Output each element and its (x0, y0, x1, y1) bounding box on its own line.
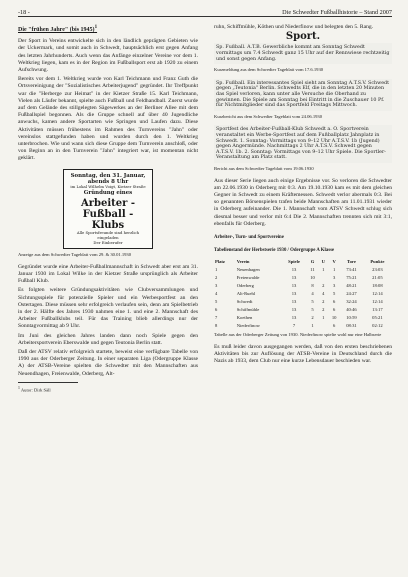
table-cell: 5 (332, 290, 336, 296)
table-cell: 75:21 (346, 274, 357, 280)
paragraph: Gegründet wurde eine Arbeiter-Fußballmannschaft in Schwedt aber erst am 31. Januar 1930 im Lokal Wilke in der Kietzer Straße ursprünglich als Arbeiter Fußball Klub. (18, 263, 198, 285)
table-cell: 1 (311, 322, 314, 328)
footnote: $^1$ Autor: Dirk Säll (18, 385, 51, 393)
table-cell: 6 (332, 322, 336, 328)
table-cell: 40:46 (346, 306, 357, 312)
table-cell: 23:03 (372, 266, 383, 272)
table-cell: 13:17 (372, 306, 383, 312)
table-cell: 1 (322, 314, 325, 320)
table-row (214, 321, 392, 329)
table-cell: 4 (311, 290, 314, 296)
table-cell: 13 (291, 298, 297, 304)
table-row (214, 305, 392, 313)
table-cell: 3 (215, 282, 218, 288)
paragraph: Daß der ATSV relativ erfolgreich startete, beweist eine verfügbare Tabelle von 1990 aus der Oderberger Zeitung. In einer separaten Liga (Odergruppe Klasse A) der ATSB-Vereine spielten die Schwedter mit den Mannschaften aus Neuendhagen, Freienwalde, Oderberg, Alt- (18, 349, 198, 377)
ad-line: Der Einberufer (93, 239, 123, 245)
table-cell: 13 (291, 306, 297, 312)
table-cell: 4 (322, 290, 325, 296)
clipping-caption: Kurzmeldung aus dem Schwedter Tageblatt vom 17.6.1930 (214, 67, 324, 73)
paragraph: Der Sport in Vereins entwickelte sich in den ländlich geprägten Gebieten wie der Uckermark, und somit auch in Schwedt, hauptsächlich erst gegen Anfang des letzten Jahrhunderts. Auch wenn das Anfänge einzelner Vereine vor dem 1. Weltkrieg liegen, kam es in der Region im Fußballsport erst ab 1920 zu einem Aufschwung. (18, 38, 198, 74)
page-header (18, 4, 392, 17)
table-cell: 6 (215, 306, 218, 312)
right-column (214, 24, 392, 367)
paragraph: Aus dieser Serie liegen auch einige Ergebnisse vor. So verloren die Schwedter am 22.06.1930 in Oderberg mit 0:3. Am 19.10.1930 kam es mit dem gleichen Gegner in Schwedt zu einem Kräftemessen. Schwedt verlor abermals 0:3. Bei so genannten Börsenspielen trafen beide Mannschaften am 11.01.1931 wieder in Oderberg aufeinander. Die 1. Mannschaft vom ATSV Schwedt schlug sich diesmal besser und verlor mit 6:4 Die 2. Mannschaften trennten sich mit 3:1, ebenfalls für Oderberg. (214, 177, 392, 227)
table-cell: 12:14 (372, 290, 383, 296)
column-header: G (310, 258, 315, 264)
table-heading: Arbeiter-, Turn- und Sportvereine (214, 234, 284, 240)
ad-line: im Lokal Wilhelm Voigt, Kietzer Straße (70, 184, 146, 190)
paragraph: Es folgten weitere Gründungsaktivitäten wie Clubversammlungen und Sichtungsspiele für potenzielle Spieler und ein Werbesportfest an den Ostertagen. Diese müssen sehr erfolgreich verlaufen sein, denn am Spielbetrieb in der 2. Hälfte des Jahres 1930 nahmen eine 1. und eine 2. Mannschaft des Arbeiter Fußballklubs teil. Für das Training blieb allerdings nur der Sonntagvormittag ab 9 Uhr. (18, 287, 198, 330)
column-header: U (321, 258, 325, 264)
table-cell: 48:21 (346, 282, 357, 288)
table-cell: Schiffmühle (236, 306, 260, 312)
table-cell: 2 (322, 282, 325, 288)
table-cell: Alt-Ruehl (236, 290, 256, 296)
footnote-marker: 1 (94, 25, 98, 30)
table-title: Tabellenstand der Herbstserie 1930 / Odergruppe A Klasse (214, 248, 335, 254)
paragraph: Es muß leider davon ausgegangen werden, daß von den ersten beschriebenen Aktivitäten bis zur Auflösung der ATSB-Vereine in Deutschland durch die Nazis ab 1933, dem Club nur eine kurze Lebensdauer beschieden war. (214, 343, 392, 365)
table-cell: 6 (332, 298, 336, 304)
table-cell: 10 (331, 314, 337, 320)
table-body (214, 265, 392, 329)
table-cell: 13 (291, 274, 297, 280)
table-row (214, 313, 392, 321)
table-cell: 1 (332, 266, 336, 272)
table-cell: 2 (322, 298, 325, 304)
table-cell: 13 (291, 266, 297, 272)
league-table (214, 257, 392, 329)
table-cell: 1 (215, 266, 218, 272)
table-cell: 13 (291, 282, 297, 288)
clipping-heading: Sport. (285, 31, 321, 43)
table-cell: 1 (322, 266, 325, 272)
ad-line: Alle Sportsfreunde sind herzlich eingeladen (76, 230, 140, 241)
ad-line: Sonntag, den 31. Januar, (70, 172, 146, 179)
table-cell: 02:12 (372, 322, 383, 328)
table-cell: 3 (332, 282, 336, 288)
table-cell (318, 321, 328, 329)
newspaper-clipping: Sp. Fußball. A.T.B. Gewerbliche kommt am Sonntag Schwedt vormittags um 7.4 Schwedt ganz 15 Uhr auf der Rennwiese rechtzeitig und sonst gegen Anfang. (214, 43, 392, 64)
table-cell: 8 (311, 282, 314, 288)
paragraph: ruhn, Schiffmühle, Köthen und Niederfinow und belegten den 5. Rang. (214, 24, 374, 30)
table-row (214, 289, 392, 297)
newspaper-clipping: Sportfest des Arbeiter-Fußball-Klub Schwedt a. O. Sportverein veranstaltet ein Werbe-Sportfest auf dem Fußballplatz Jahnplatz in Schwedt. 1. Sonntag: Vormittags von 9–12 Uhr A.T.S.V. 1b (Jugend) gegen Angermünde. Nachmittags 2 Uhr A.T.S.V. Schwedt gegen A.T.S.V. 1b. 2. Sonntag: Vormittags von 9–12 Uhr Spiele. Die Sportler-Veranstaltung am Platz statt. (214, 125, 392, 163)
column-header: Punkte (370, 258, 385, 264)
column-header: Platz (215, 258, 225, 264)
table-cell: 4 (215, 290, 218, 296)
column-header: Tore (346, 258, 356, 264)
table-cell: 7 (292, 322, 296, 328)
ad-line: Gründung eines (83, 190, 133, 197)
table-cell (318, 273, 328, 281)
paragraph: Im Juni des gleichen Jahres landen dann noch Spiele gegen den Arbeitersportverein Eberswalde und gegen Teutonia Berlin statt. (18, 332, 198, 346)
table-cell: Oderberg (236, 282, 254, 288)
table-cell: 2 (322, 306, 325, 312)
footnote-divider (18, 382, 78, 383)
ad-line: abends 8 Uhr (87, 179, 129, 186)
table-cell: 08:31 (346, 322, 357, 328)
table-cell: 10 (310, 274, 315, 280)
left-column (18, 24, 198, 394)
newspaper-clipping: Sp. Fußball. Ein interessantes Spiel sieht am Sonntag A.T.S.V. Schwedt gegen „Teutonia" Berlin. Schwedts Elf, die in den letzten 20 Minuten das Spiel verloren, kann unter alle Versuche die Oberhand zu gewinnen. Die Spiele am Sonntag bei Eintritt in die Zuschauer 10 Pf. für Nichtmitglieder sind das Sportfeld Freitags Mittwoch. (214, 79, 392, 111)
table-cell: 21:05 (372, 274, 383, 280)
paragraph: Bereits vor dem 1. Weltkrieg wurde von Karl Teichmann und Franz Guth die Ortsvereinigung der "Sozialistisches Arbeiterjugend" gegründet. Ihr Treffpunkt war die "Herberge zur Heimat" in der Kietzer Straße 15. Karl Teichmann, Vielen als Läufer bekannt, spielte auch Fußball und Feldhandball. Zuerst wurde auf dem Gelände des stillgelegten Sägewerkes an der Berliner Allee mit dem Fußballspiel begonnen. Als die Gruppe schnell auf über 40 Jugendliche anwuchs, kamen andere Sportarten wie Springen und Laufen dazu. Diese Aktivitäten müssen frühestens im Rahmen des Turnvereins "Jahn" oder vereinslos stattgefunden haben und wurden durch den 1. Weltkrieg unterbrochen. Wie und wann sich diese Gruppe dem Turnverein anschloß, oder von Beginn an in den Turnverein "Jahn" integriert war, ist momentan nicht geklärt. (18, 76, 198, 162)
table-cell: 6 (332, 306, 336, 312)
clipping-caption: Kurzbericht aus dem Schwedter Tageblatt vom 24.06.1930 (214, 113, 323, 119)
table-cell: 8 (215, 322, 218, 328)
table-cell: 10:59 (346, 314, 357, 320)
table-row (214, 265, 392, 273)
table-cell: 13 (291, 290, 297, 296)
running-title: Die Schwedter Fußballhistorie – Stand 2007 (282, 9, 392, 16)
table-cell: 05:21 (372, 314, 383, 320)
table-caption: Tabelle aus der Oderberger Zeitung von 1930. Niederfinow spielte wohl nur eine Halbserie (214, 332, 382, 338)
table-cell: 2 (311, 314, 314, 320)
table-cell: Niederfinow (236, 322, 260, 328)
ad-headline: Arbeiter - Fußball - Klubs (80, 198, 136, 232)
ad-caption: Anzeige aus dem Schwedter Tageblatt vom 29. & 30.01.1930 (18, 252, 132, 258)
column-header: V (332, 258, 336, 264)
table-cell: 5 (215, 298, 218, 304)
table-header-row (214, 257, 392, 265)
table-cell: Neuenhagen (236, 266, 260, 272)
table-cell: 2 (215, 274, 218, 280)
table-row (214, 297, 392, 305)
clipping-caption: Bericht aus dem Schwedter Tageblatt vom 19.06.1930 (214, 165, 314, 171)
newspaper-ad (63, 169, 153, 250)
table-cell: 5 (311, 306, 314, 312)
table-cell: 7 (215, 314, 218, 320)
column-header: Verein (236, 258, 250, 264)
table-cell: 5 (311, 298, 314, 304)
column-header: Spiele (288, 258, 300, 264)
table-cell: 12:14 (372, 298, 383, 304)
table-cell: 11 (310, 266, 315, 272)
table-cell: 24:27 (346, 290, 357, 296)
table-row (214, 281, 392, 289)
table-cell: Koethen (236, 314, 253, 320)
table-cell: 13 (291, 314, 297, 320)
page-number: -18 - (18, 9, 30, 16)
table-cell: 32:24 (346, 298, 357, 304)
table-cell: Freienwalde (236, 274, 260, 280)
table-cell: Schwedt (236, 298, 253, 304)
table-cell: 18:08 (372, 282, 383, 288)
table-cell: 3 (332, 274, 336, 280)
table-cell: 73:41 (346, 266, 357, 272)
section-title: Die "frühen Jahre" (bis 1945)$^1$ (18, 25, 98, 33)
table-row (214, 273, 392, 281)
